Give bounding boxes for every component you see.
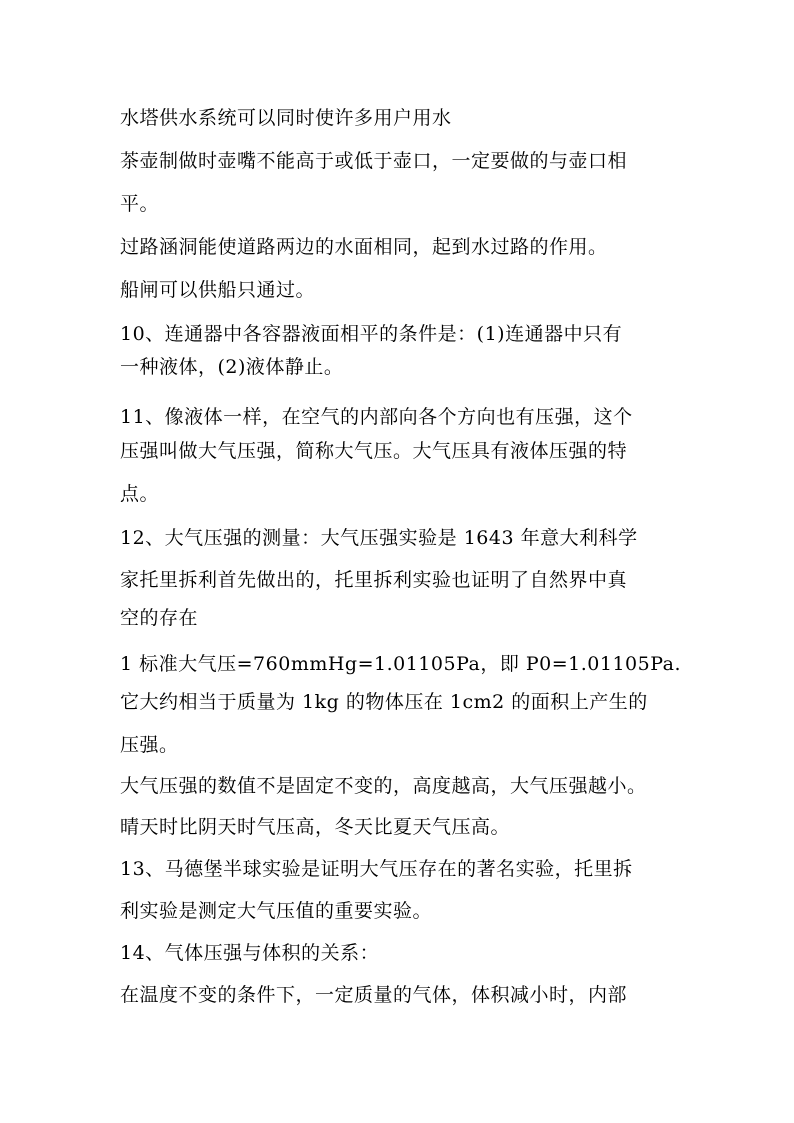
text-line: 11、像液体一样，在空气的内部向各个方向也有压强，这个 bbox=[120, 406, 633, 428]
text-line: 13、马德堡半球实验是证明大气压存在的著名实验，托里拆 bbox=[120, 858, 633, 880]
text-line: 点。 bbox=[120, 483, 160, 505]
text-line: 空的存在 bbox=[120, 607, 199, 629]
text-line: 水塔供水系统可以同时使许多用户用水 bbox=[120, 107, 452, 129]
text-line: 压强叫做大气压强，简称大气压。大气压具有液体压强的特 bbox=[120, 440, 628, 462]
text-line: 1 标准大气压=760mmHg=1.01105Pa，即 P0=1.01105Pa. bbox=[120, 653, 682, 675]
text-line: 10、连通器中各容器液面相平的条件是：(1)连通器中只有 bbox=[120, 323, 623, 345]
text-line: 平。 bbox=[120, 193, 160, 215]
text-line: 14、气体压强与体积的关系： bbox=[120, 942, 380, 964]
text-line: 船闸可以供船只通过。 bbox=[120, 279, 316, 301]
text-line: 晴天时比阴天时气压高，冬天比夏天气压高。 bbox=[120, 816, 511, 838]
text-line: 家托里拆利首先做出的，托里拆利实验也证明了自然界中真 bbox=[120, 569, 628, 591]
text-line: 利实验是测定大气压值的重要实验。 bbox=[120, 900, 433, 922]
text-line: 压强。 bbox=[120, 734, 179, 756]
text-line: 茶壶制做时壶嘴不能高于或低于壶口，一定要做的与壶口相 bbox=[120, 150, 628, 172]
text-line: 大气压强的数值不是固定不变的，高度越高，大气压强越小。 bbox=[120, 775, 647, 797]
text-line: 过路涵洞能使道路两边的水面相同，起到水过路的作用。 bbox=[120, 236, 608, 258]
text-line: 在温度不变的条件下，一定质量的气体，体积减小时，内部 bbox=[120, 984, 628, 1006]
text-line: 12、大气压强的测量：大气压强实验是 1643 年意大利科学 bbox=[120, 527, 638, 549]
text-line: 它大约相当于质量为 1kg 的物体压在 1cm2 的面积上产生的 bbox=[120, 691, 648, 713]
text-line: 一种液体，(2)液体静止。 bbox=[120, 356, 344, 378]
